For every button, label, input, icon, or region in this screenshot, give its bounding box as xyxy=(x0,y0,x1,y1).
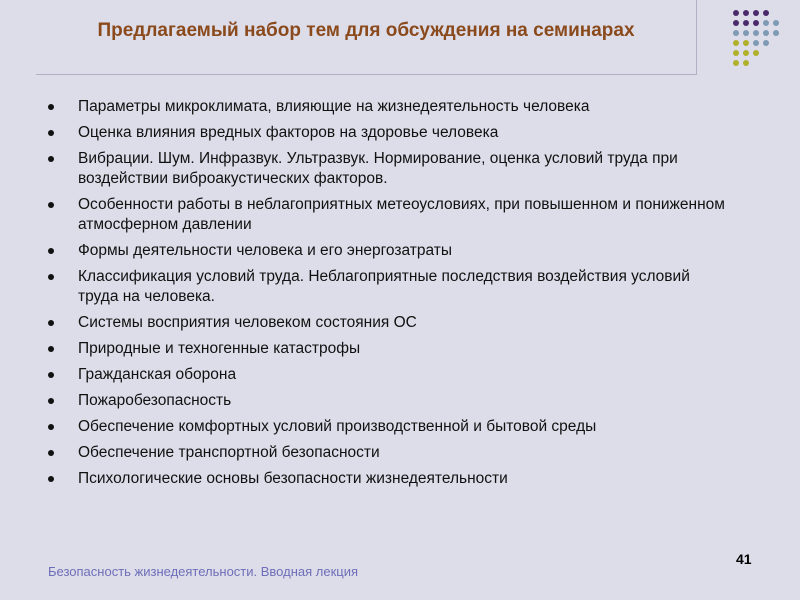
list-item-text: Природные и техногенные катастрофы xyxy=(78,340,361,357)
bullet-icon xyxy=(48,130,54,136)
decorative-dot xyxy=(733,40,739,46)
list-item-text: Системы восприятия человеком состояния ОС xyxy=(78,314,417,331)
decorative-dot xyxy=(753,40,759,46)
decorative-dot xyxy=(743,20,749,26)
decorative-dot xyxy=(753,10,759,16)
list-item-text: Оценка влияния вредных факторов на здоровье человека xyxy=(78,124,499,141)
decorative-dot xyxy=(733,60,739,66)
list-item-text: Классификация условий труда. Неблагоприятные последствия воздействия условий труда на человека. xyxy=(78,268,690,305)
page-number: 41 xyxy=(736,551,752,567)
list-item-text: Вибрации. Шум. Инфразвук. Ультразвук. Нормирование, оценка условий труда при воздействии виброакустических факторов. xyxy=(78,150,678,187)
decorative-dot xyxy=(753,50,759,56)
bullet-icon xyxy=(48,202,54,208)
bullet-icon xyxy=(48,346,54,352)
bullet-icon xyxy=(48,320,54,326)
decorative-dot xyxy=(733,10,739,16)
bullet-icon xyxy=(48,248,54,254)
list-item-text: Особенности работы в неблагоприятных метеоусловиях, при повышенном и пониженном атмосферном давлении xyxy=(78,196,725,233)
decorative-dot-grid xyxy=(733,10,783,76)
decorative-dot xyxy=(763,10,769,16)
decorative-dot xyxy=(773,20,779,26)
bullet-icon xyxy=(48,156,54,162)
list-item xyxy=(48,241,728,261)
bullet-icon xyxy=(48,104,54,110)
list-item xyxy=(48,443,728,463)
decorative-dot xyxy=(763,30,769,36)
title-block xyxy=(36,0,697,75)
bullet-icon xyxy=(48,476,54,482)
list-item-text: Гражданская оборона xyxy=(78,366,237,383)
decorative-dot xyxy=(763,40,769,46)
decorative-dot xyxy=(743,30,749,36)
slide-title: Предлагаемый набор тем для обсуждения на семинарах xyxy=(97,20,635,41)
list-item-text: Параметры микроклимата, влияющие на жизнедеятельность человека xyxy=(78,98,590,115)
list-item xyxy=(48,339,728,359)
decorative-dot xyxy=(743,60,749,66)
list-item xyxy=(48,97,728,117)
list-item xyxy=(48,195,728,235)
decorative-dot xyxy=(743,40,749,46)
list-item xyxy=(48,123,728,143)
bullet-icon xyxy=(48,424,54,430)
bullet-icon xyxy=(48,450,54,456)
decorative-dot xyxy=(743,50,749,56)
list-item-text: Обеспечение транспортной безопасности xyxy=(78,444,380,461)
list-item-text: Психологические основы безопасности жизнедеятельности xyxy=(78,470,508,487)
bullet-icon xyxy=(48,372,54,378)
list-item xyxy=(48,267,728,307)
list-item-text: Пожаробезопасность xyxy=(78,392,232,409)
decorative-dot xyxy=(753,30,759,36)
footer-text: Безопасность жизнедеятельности. Вводная лекция xyxy=(48,564,359,579)
decorative-dot xyxy=(733,30,739,36)
decorative-dot xyxy=(773,30,779,36)
list-item xyxy=(48,149,728,189)
bullet-icon xyxy=(48,274,54,280)
list-item-text: Формы деятельности человека и его энергозатраты xyxy=(78,242,452,259)
decorative-dot xyxy=(733,20,739,26)
bullet-icon xyxy=(48,398,54,404)
list-item-text: Обеспечение комфортных условий производственной и бытовой среды xyxy=(78,418,597,435)
decorative-dot xyxy=(733,50,739,56)
topic-list xyxy=(48,97,728,495)
list-item xyxy=(48,313,728,333)
list-item xyxy=(48,417,728,437)
list-item xyxy=(48,365,728,385)
decorative-dot xyxy=(743,10,749,16)
list-item xyxy=(48,469,728,489)
decorative-dot xyxy=(763,20,769,26)
decorative-dot xyxy=(753,20,759,26)
list-item xyxy=(48,391,728,411)
